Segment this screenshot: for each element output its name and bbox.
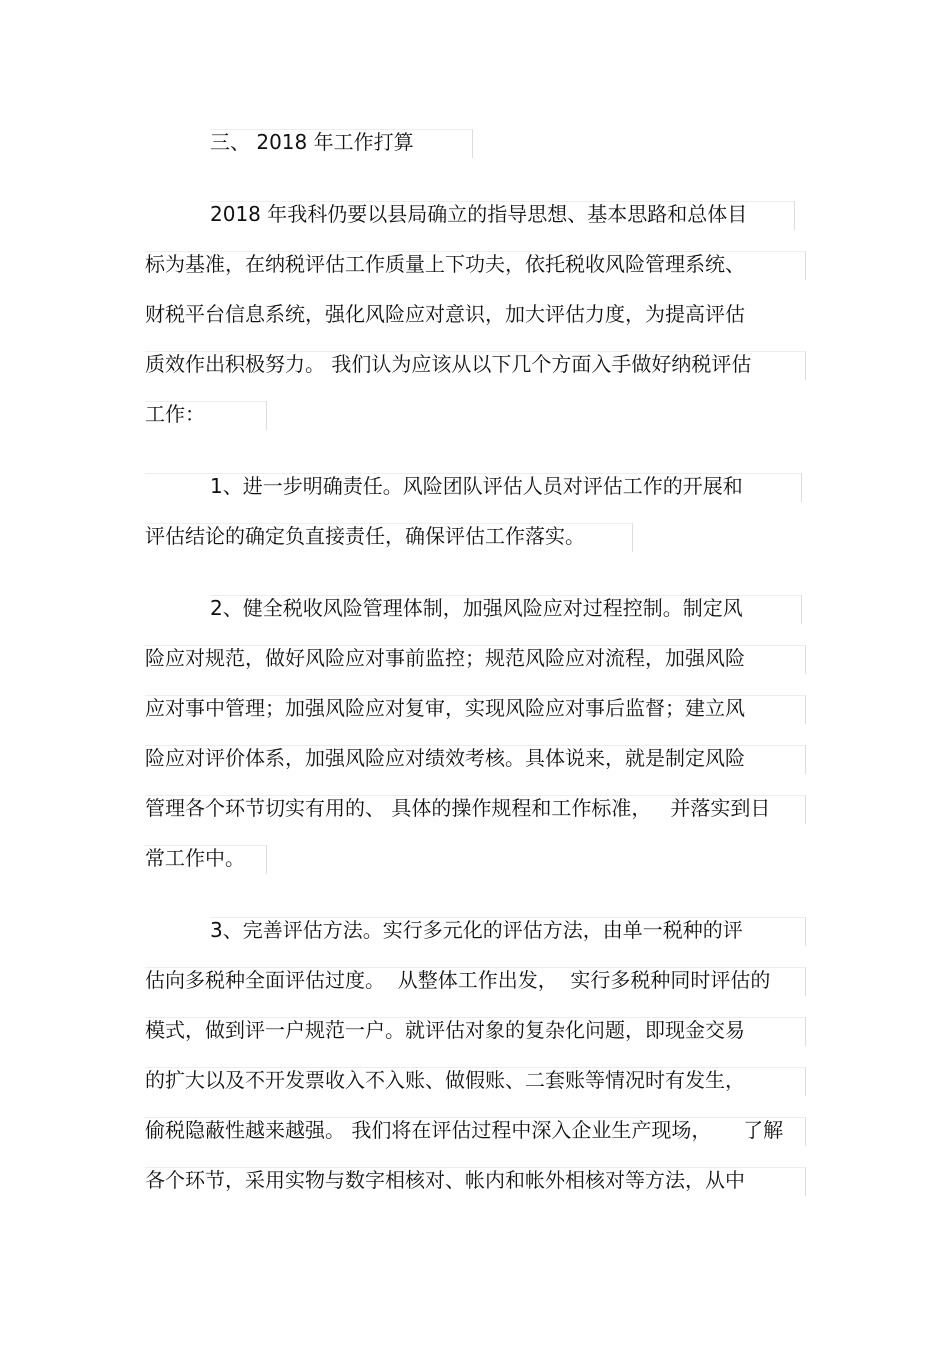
paragraph-line: 模式，做到评一户规范一户。就评估对象的复杂化问题，即现金交易 (145, 1018, 745, 1042)
paragraph-line: 工作： (145, 402, 205, 426)
paragraph-line: 管理各个环节切实有用的、 具体的操作规程和工作标准， 并落实到日 (145, 796, 771, 820)
paragraph-line: 1、进一步明确责任。风险团队评估人员对评估工作的开展和 (210, 474, 743, 498)
section-heading: 三、 2018 年工作打算 (210, 130, 414, 154)
paragraph-line: 险应对评价体系，加强风险应对绩效考核。具体说来，就是制定风险 (145, 746, 745, 770)
paragraph-line: 财税平台信息系统，强化风险应对意识，加大评估力度，为提高评估 (145, 302, 745, 326)
paragraph-line: 2018 年我科仍要以县局确立的指导思想、基本思路和总体目 (210, 202, 748, 226)
paragraph-line: 常工作中。 (145, 846, 245, 870)
paragraph-line: 各个环节，采用实物与数字相核对、帐内和帐外相核对等方法，从中 (145, 1168, 745, 1192)
paragraph-line: 估向多税种全面评估过度。 从整体工作出发， 实行多税种同时评估的 (145, 968, 771, 992)
paragraph-line: 险应对规范，做好风险应对事前监控；规范风险应对流程，加强风险 (145, 646, 745, 670)
paragraph-line: 2、健全税收风险管理体制，加强风险应对过程控制。制定风 (210, 596, 743, 620)
paragraph-line: 应对事中管理；加强风险应对复审，实现风险应对事后监督；建立风 (145, 696, 745, 720)
paragraph-line: 标为基准，在纳税评估工作质量上下功夫，依托税收风险管理系统、 (145, 252, 745, 276)
paragraph-line: 3、完善评估方法。实行多元化的评估方法，由单一税种的评 (210, 918, 743, 942)
paragraph-line: 质效作出积极努力。 我们认为应该从以下几个方面入手做好纳税评估 (145, 352, 752, 376)
paragraph-line: 的扩大以及不开发票收入不入账、做假账、二套账等情况时有发生， (145, 1068, 745, 1092)
paragraph-line: 评估结论的确定负直接责任，确保评估工作落实。 (145, 524, 585, 548)
paragraph-line: 偷税隐蔽性越来越强。 我们将在评估过程中深入企业生产现场， 了解 (145, 1118, 784, 1142)
